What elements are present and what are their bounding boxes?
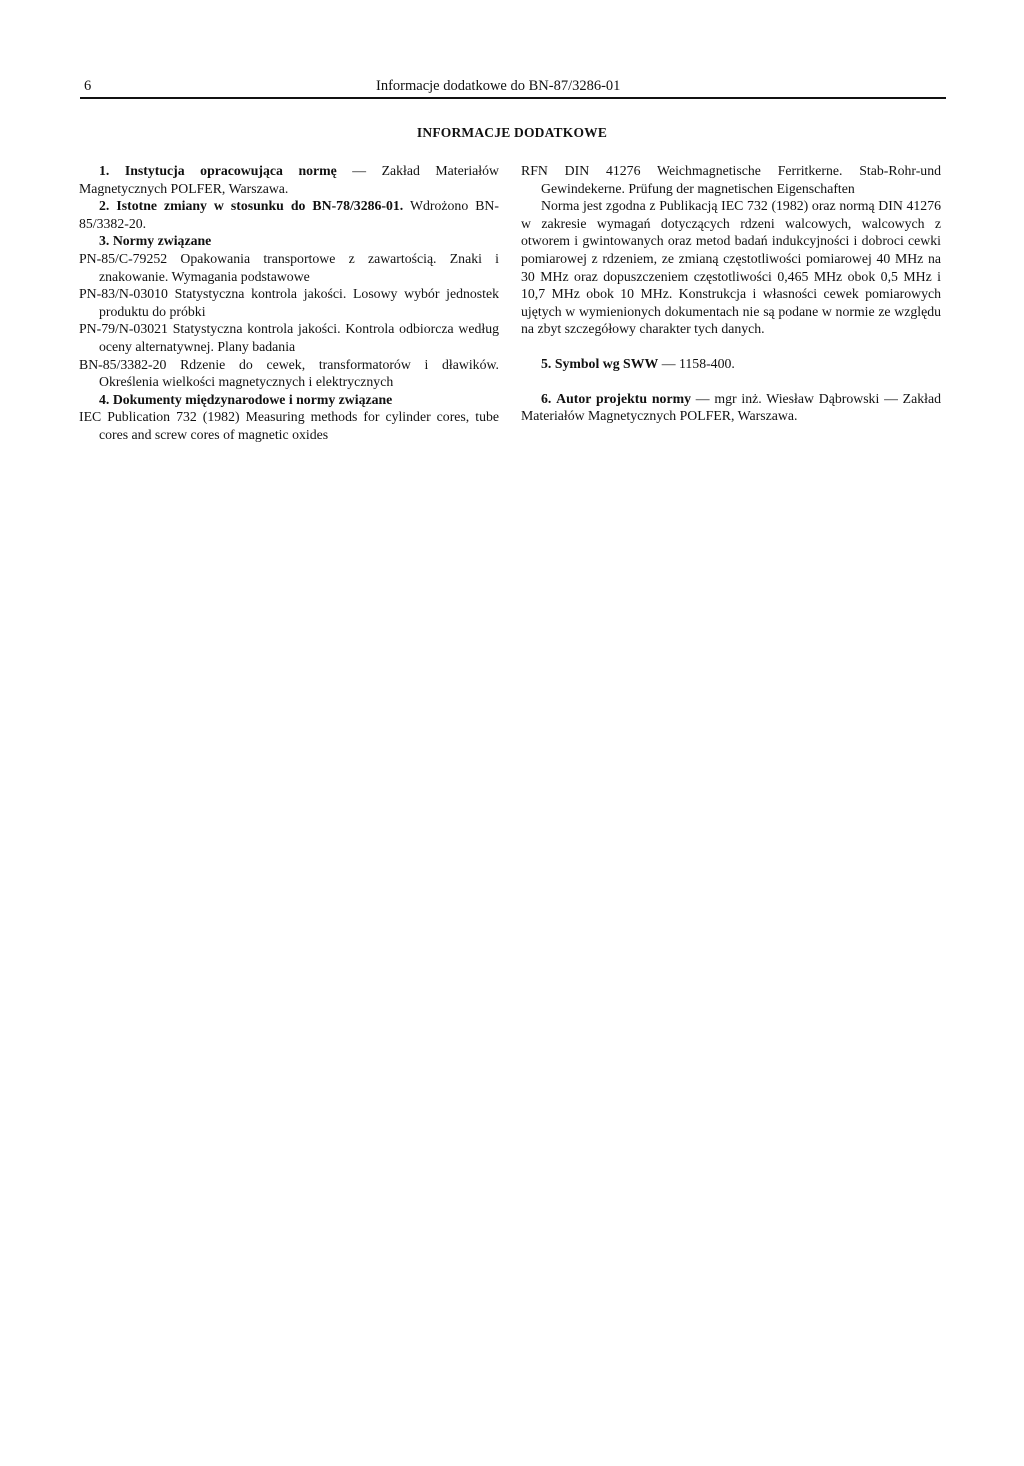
- section-6-number: 6.: [541, 390, 552, 406]
- section-6: [521, 390, 941, 425]
- section-6-text: — mgr inż. Wiesław Dąbrowski — Zakład Materiałów Magnetycznych POLFER, Warszawa.: [521, 390, 941, 424]
- section-2: [79, 197, 499, 232]
- right-column: [521, 162, 941, 425]
- section-3-label: Normy związane: [112, 233, 212, 249]
- related-standard-item: PN-85/C-79252 Opakowania transportowe z zawartością. Znaki i znakowanie. Wymagania podstawowe: [79, 250, 499, 284]
- page-number: 6: [84, 78, 92, 94]
- section-4-label: Dokumenty międzynarodowe i normy związane: [112, 391, 393, 407]
- related-standard-item: BN-85/3382-20 Rdzenie do cewek, transformatorów i dławików. Określenia wielkości magnetycznych i elektrycznych: [79, 356, 499, 390]
- header-rule: [80, 97, 946, 99]
- international-document-item: IEC Publication 732 (1982) Measuring methods for cylinder cores, tube cores and screw cores of magnetic oxides: [79, 409, 499, 442]
- section-4-heading: [79, 391, 499, 409]
- section-1-text: — Zakład Materiałów Magnetycznych POLFER, Warszawa.: [79, 163, 499, 196]
- conformity-paragraph: Norma jest zgodna z Publikacją IEC 732 (1982) oraz normą DIN 41276 w zakresie wymagań dotyczących rdzeni walcowych, walcowych z otworem i gwintowanych oraz metod badań indukcyjności i dobroci cewki pomiarowej z rdzeniem, ze zmianą częstotliwości pomiarowej 40 MHz na 30 MHz oraz dopuszczeniem częstotliwości 0,465 MHz obok 0,5 MHz i 10,7 MHz obok 10 MHz. Konstrukcja i własności cewek pomiarowych ujętych w wymienionych dokumentach nie są podane w normie ze względu na zbyt szczegółowy charakter tych danych.: [521, 198, 941, 337]
- section-5-number: 5.: [541, 355, 552, 371]
- section-3-number: 3.: [99, 233, 110, 249]
- section-title: INFORMACJE DODATKOWE: [416, 125, 608, 140]
- section-5-text: — 1158-400.: [658, 355, 735, 371]
- international-document-item: RFN DIN 41276 Weichmagnetische Ferritkerne. Stab-Rohr-und Gewindekerne. Prüfung der magnetischen Eigenschaften: [521, 163, 941, 196]
- section-1-label: Instytucja opracowująca normę: [124, 163, 337, 178]
- section-5-label: Symbol wg SWW: [554, 355, 659, 371]
- related-standard-item: PN-79/N-03021 Statystyczna kontrola jakości. Kontrola odbiorcza według oceny alternatywnej. Plany badania: [79, 321, 499, 354]
- related-standard-item: PN-83/N-03010 Statystyczna kontrola jakości. Losowy wybór jednostek produktu do próbki: [79, 286, 499, 319]
- section-2-text: Wdrożono BN-85/3382-20.: [79, 198, 499, 231]
- section-4-number: 4.: [99, 391, 110, 407]
- page-header: [84, 78, 944, 98]
- section-5: [521, 355, 941, 373]
- running-title: Informacje dodatkowe do BN-87/3286-01: [376, 78, 621, 94]
- section-3-heading: [79, 232, 499, 250]
- section-2-number: 2.: [99, 198, 110, 214]
- section-1-number: 1.: [99, 163, 110, 178]
- section-1: [79, 162, 499, 197]
- left-column: [79, 162, 499, 444]
- section-6-label: Autor projektu normy: [556, 390, 691, 406]
- section-2-label: Istotne zmiany w stosunku do BN-78/3286-01.: [116, 198, 404, 214]
